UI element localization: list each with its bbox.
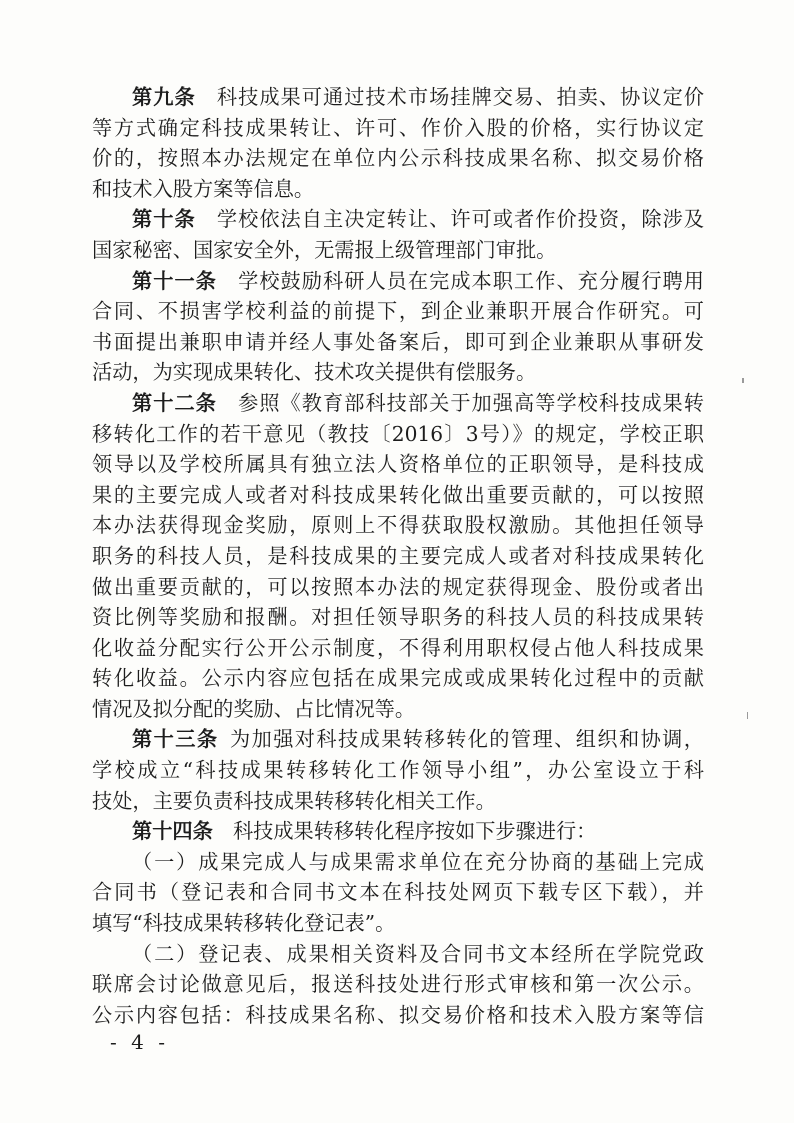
- scan-speck: [747, 712, 748, 719]
- text-line: 等方式确定科技成果转让、许可、作价入股的价格，实行协议定: [92, 115, 704, 140]
- text-line: 移转化工作的若干意见（教技〔2016〕3号）》的规定，学校正职: [92, 421, 704, 446]
- text-line: 和技术入股方案等信息。: [92, 176, 315, 201]
- text-line: 合同书（登记表和合同书文本在科技处网页下载专区下载），并: [92, 880, 704, 905]
- text-line: 转化收益。公示内容应包括在成果完成或成果转化过程中的贡献: [92, 666, 704, 691]
- text-line: 公示内容包括：科技成果名称、拟交易价格和技术入股方案等信: [92, 1002, 704, 1027]
- text-line: 第十条 学校依法自主决定转让、许可或者作价投资，除涉及: [132, 207, 704, 232]
- text-line: 做出重要贡献的，可以按照本办法的规定获得现金、股份或者出: [92, 574, 704, 599]
- text-line: 填写“科技成果转移转化登记表”。: [92, 911, 396, 936]
- text-line: 价的，按照本办法规定在单位内公示科技成果名称、拟交易价格: [92, 146, 704, 171]
- page-number: - 4 -: [110, 1030, 169, 1054]
- text-line: 学校成立“科技成果转移转化工作领导小组”，办公室设立于科: [92, 758, 704, 783]
- text-line: 资比例等奖励和报酬。对担任领导职务的科技人员的科技成果转: [92, 605, 704, 630]
- article-heading: 第十一条: [132, 268, 217, 293]
- text-line: 联席会讨论做意见后，报送科技处进行形式审核和第一次公示。: [92, 972, 704, 997]
- text-line: 第九条 科技成果可通过技术市场挂牌交易、拍卖、协议定价: [132, 85, 704, 109]
- text-line: （一）成果完成人与成果需求单位在充分协商的基础上完成: [132, 849, 704, 874]
- text-line: 活动，为实现成果转化、技术攻关提供有偿服务。: [92, 360, 537, 385]
- text-line: 第十一条 学校鼓励科研人员在完成本职工作、充分履行聘用: [132, 268, 704, 293]
- article-heading: 第十四条: [132, 819, 213, 844]
- text-line: 果的主要完成人或者对科技成果转化做出重要贡献的，可以按照: [92, 482, 704, 507]
- text-line: 第十三条 为加强对科技成果转移转化的管理、组织和协调，: [132, 727, 704, 752]
- text-line: 合同、不损害学校利益的前提下，到企业兼职开展合作研究。可: [92, 299, 704, 324]
- text-line: 书面提出兼职申请并经人事处备案后，即可到企业兼职从事研发: [92, 329, 704, 354]
- text-line: 情况及拟分配的奖励、占比情况等。: [92, 696, 416, 721]
- text-line: 本办法获得现金奖励，原则上不得获取股权激励。其他担任领导: [92, 513, 704, 538]
- text-line: 技处，主要负责科技成果转移转化相关工作。: [92, 788, 496, 813]
- scan-speck: [742, 378, 744, 383]
- article-heading: 第十二条: [132, 390, 217, 415]
- article-heading: 第九条: [132, 85, 196, 109]
- document-body: [92, 82, 704, 1030]
- text-line: 第十二条 参照《教育部科技部关于加强高等学校科技成果转: [132, 390, 704, 415]
- text-line: 化收益分配实行公开公示制度，不得利用职权侵占他人科技成果: [92, 635, 704, 660]
- article-heading: 第十条: [132, 207, 196, 232]
- text-line: （二）登记表、成果相关资料及合同书文本经所在学院党政: [132, 941, 704, 966]
- text-line: 国家秘密、国家安全外，无需报上级管理部门审批。: [92, 237, 557, 262]
- text-line: 职务的科技人员，是科技成果的主要完成人或者对科技成果转化: [92, 543, 704, 568]
- article-heading: 第十三条: [132, 727, 219, 752]
- text-line: 第十四条 科技成果转移转化程序按如下步骤进行：: [132, 819, 597, 844]
- text-line: 领导以及学校所属具有独立法人资格单位的正职领导，是科技成: [92, 452, 704, 477]
